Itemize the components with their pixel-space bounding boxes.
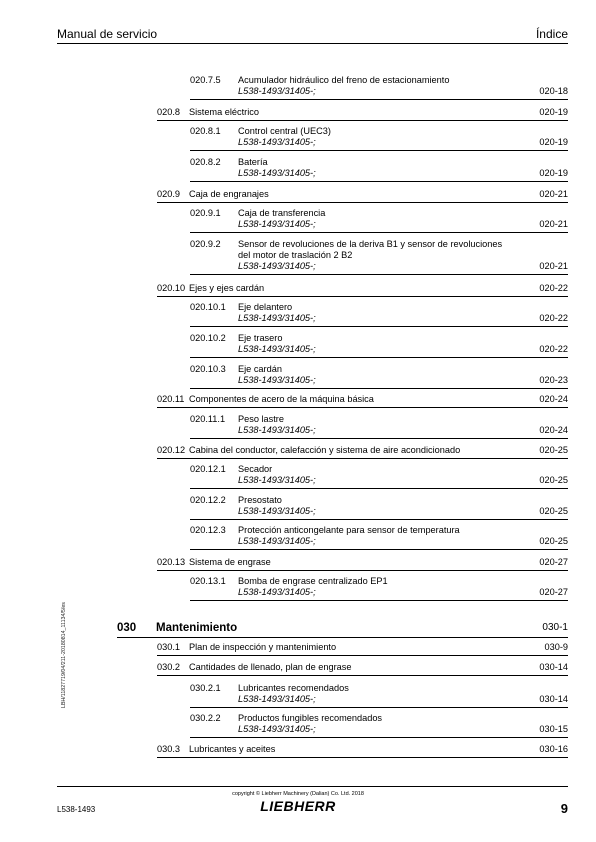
toc-title-line: Componentes de acero de la máquina básica (189, 394, 374, 404)
footer-divider (57, 786, 568, 787)
toc-title-line: Sistema de engrase (189, 557, 271, 567)
toc-page-number: 030-15 (539, 724, 568, 734)
toc-title-line: Peso lastre (238, 414, 284, 424)
toc-number: 020.12 (157, 445, 186, 455)
toc-page-number: 020-24 (539, 394, 568, 404)
side-document-code: LBH/11827719/04/211-20180814_11134/5/es (61, 602, 67, 708)
toc-title-line: Productos fungibles recomendados (238, 713, 383, 723)
copyright-notice: copyright © Liebherr Machinery (Dalian) Co. Ltd. 2018 (232, 791, 364, 797)
toc-title (238, 683, 349, 705)
toc-title (238, 157, 316, 179)
toc-model-code: L538-1493/31405-; (238, 506, 316, 516)
toc-entry-020-10-2[interactable] (190, 333, 568, 359)
toc-rule (157, 120, 568, 121)
toc-rule (157, 675, 568, 676)
toc-entry-020-12-1[interactable] (190, 464, 568, 490)
toc-title-line: Bomba de engrase centralizado EP1 (238, 576, 388, 586)
toc-title (238, 302, 316, 324)
toc-model-code: L538-1493/31405-; (238, 168, 316, 178)
toc-entry-020-11-1[interactable] (190, 414, 568, 440)
toc-title-line: Lubricantes recomendados (238, 683, 349, 693)
toc-model-code: L538-1493/31405-; (238, 694, 316, 704)
toc-title-line: Sistema eléctrico (189, 107, 259, 117)
toc-model-code: L538-1493/31405-; (238, 137, 316, 147)
toc-page-number: 020-21 (539, 189, 568, 199)
toc-title-line: Secador (238, 464, 273, 474)
svg-text:LIEBHERR: LIEBHERR (260, 799, 336, 813)
toc-title-line: Lubricantes y aceites (189, 744, 276, 754)
toc-rule (157, 296, 568, 297)
toc-model-code: L538-1493/31405-; (238, 219, 316, 229)
toc-number: 020.11.1 (190, 414, 226, 424)
toc-title-line: Eje trasero (238, 333, 283, 343)
toc-rule (190, 326, 568, 327)
toc-rule (190, 357, 568, 358)
toc-page-number: 020-18 (539, 86, 568, 96)
toc-number: 020.13.1 (190, 576, 226, 586)
toc-entry-030-2-1[interactable] (190, 683, 568, 709)
toc-title (238, 713, 382, 735)
toc-title (189, 642, 336, 653)
toc-page-number: 020-22 (539, 344, 568, 354)
toc-title (238, 333, 316, 355)
toc-entry-020-9-2[interactable] (190, 239, 568, 276)
toc-title (238, 126, 331, 148)
toc-title (189, 283, 264, 294)
toc-page-number: 020-22 (539, 313, 568, 323)
toc-model-code: L538-1493/31405-; (238, 587, 316, 597)
toc-title (238, 239, 502, 272)
toc-title-line: Caja de engranajes (189, 189, 269, 199)
toc-entry-030-1[interactable] (157, 642, 568, 657)
toc-number: 020.8.1 (190, 126, 221, 136)
toc-page-number: 020-25 (539, 506, 568, 516)
toc-page-number: 020-19 (539, 137, 568, 147)
toc-model-code: L538-1493/31405-; (238, 536, 316, 546)
toc-title-line: Batería (238, 157, 268, 167)
toc-entry-020-8-2[interactable] (190, 157, 568, 183)
toc-page-number: 030-16 (539, 744, 568, 754)
toc-title-line: Acumulador hidráulico del freno de estacionamiento (238, 75, 450, 85)
toc-title-line: Ejes y ejes cardán (189, 283, 265, 293)
toc-entry-020-12[interactable] (157, 445, 568, 460)
toc-number: 030.2.2 (190, 713, 221, 723)
page-number: 9 (560, 801, 568, 816)
toc-page-number: 020-21 (539, 219, 568, 229)
toc-title (238, 414, 316, 436)
toc-title (189, 557, 271, 568)
toc-number: 030.2.1 (190, 683, 221, 693)
toc-title-line: Control central (UEC3) (238, 126, 331, 136)
toc-rule (157, 202, 568, 203)
toc-entry-030-2-2[interactable] (190, 713, 568, 739)
toc-number: 020.10.1 (190, 302, 226, 312)
toc-title-line: Plan de inspección y mantenimiento (189, 642, 337, 652)
toc-page-number: 020-21 (539, 261, 568, 271)
toc-number: 020.11 (157, 394, 185, 404)
toc-number: 020.9 (157, 189, 180, 199)
footer-document-code: L538-1493 (57, 805, 96, 814)
toc-entry-020-10-1[interactable] (190, 302, 568, 328)
toc-model-code: L538-1493/31405-; (238, 724, 316, 734)
toc-rule (190, 519, 568, 520)
toc-title (238, 464, 316, 486)
toc-title-line: Cabina del conductor, calefacción y sistema de aire acondicionado (189, 445, 461, 455)
toc-page-number: 020-24 (539, 425, 568, 435)
toc-rule (157, 407, 568, 408)
toc-title-line: Sensor de revoluciones de la deriva B1 y sensor de revoluciones (238, 239, 503, 249)
toc-entry-030-3[interactable] (157, 744, 568, 759)
toc-entry-020-9[interactable] (157, 189, 568, 204)
header-manual-title: Manual de servicio (57, 27, 158, 41)
toc-title (238, 576, 388, 598)
toc-number: 030.3 (157, 744, 180, 754)
toc-rule (157, 655, 568, 656)
toc-rule (190, 150, 568, 151)
toc-number: 020.12.3 (190, 525, 226, 535)
toc-number: 020.8 (157, 107, 180, 117)
toc-page-number: 030-14 (539, 694, 568, 704)
toc-rule (190, 488, 568, 489)
toc-rule (190, 549, 568, 550)
toc-title (189, 189, 269, 200)
toc-page-number: 030-1 (542, 622, 568, 633)
toc-page-number: 020-27 (539, 587, 568, 597)
toc-model-code: L538-1493/31405-; (238, 375, 316, 385)
toc-title (189, 394, 374, 405)
toc-rule (157, 757, 568, 758)
toc-entry-020-10[interactable] (157, 283, 568, 298)
toc-title-line: Presostato (238, 495, 282, 505)
toc-title (156, 622, 237, 635)
toc-entry-020-12-2[interactable] (190, 495, 568, 521)
toc-rule (190, 600, 568, 601)
toc-rule (157, 458, 568, 459)
toc-rule (157, 570, 568, 571)
toc-entry-020-8-1[interactable] (190, 126, 568, 152)
toc-number: 030.2 (157, 662, 180, 672)
toc-page-number: 020-25 (539, 536, 568, 546)
toc-number: 020.9.2 (190, 239, 221, 249)
toc-title-line: Cantidades de llenado, plan de engrase (189, 662, 352, 672)
toc-model-code: L538-1493/31405-; (238, 313, 316, 323)
toc-number: 020.10 (157, 283, 186, 293)
toc-title-line: Mantenimiento (156, 622, 238, 634)
toc-title (189, 107, 259, 118)
toc-title (238, 495, 316, 517)
toc-rule (190, 438, 568, 439)
toc-title (238, 75, 449, 97)
toc-title-line: Eje delantero (238, 302, 293, 312)
toc-number: 020.13 (157, 557, 186, 567)
toc-rule (190, 737, 568, 738)
toc-entry-030-2[interactable] (157, 662, 568, 677)
toc-number: 020.7.5 (190, 75, 221, 85)
toc-entry-020-10-3[interactable] (190, 364, 568, 390)
toc-title-line-2: del motor de traslación 2 B2 (238, 250, 353, 260)
toc-page-number: 030-14 (539, 662, 568, 672)
toc-rule (190, 232, 568, 233)
toc-rule (190, 707, 568, 708)
toc-number: 020.10.3 (190, 364, 226, 374)
toc-page-number: 020-23 (539, 375, 568, 385)
toc-number: 020.12.1 (190, 464, 226, 474)
toc-page-number: 020-25 (539, 445, 568, 455)
toc-rule (117, 637, 568, 638)
toc-page-number: 030-9 (544, 642, 568, 652)
toc-title-line: Caja de transferencia (238, 208, 326, 218)
toc-entry-020-13-1[interactable] (190, 576, 568, 602)
toc-entry-020-7-5[interactable] (190, 75, 568, 101)
toc-entry-020-8[interactable] (157, 107, 568, 122)
toc-title (238, 525, 460, 547)
toc-title-line: Protección anticongelante para sensor de temperatura (238, 525, 460, 535)
toc-rule (190, 99, 568, 100)
toc-entry-020-11[interactable] (157, 394, 568, 409)
toc-page-number: 020-19 (539, 168, 568, 178)
toc-entry-020-12-3[interactable] (190, 525, 568, 551)
toc-page-number: 020-25 (539, 475, 568, 485)
toc-rule (190, 274, 568, 275)
toc-number: 020.8.2 (190, 157, 221, 167)
toc-entry-030[interactable] (117, 622, 568, 639)
toc-model-code: L538-1493/31405-; (238, 425, 316, 435)
toc-model-code: L538-1493/31405-; (238, 86, 316, 96)
toc-number: 030 (117, 622, 137, 634)
toc-page-number: 020-19 (539, 107, 568, 117)
toc-entry-020-13[interactable] (157, 557, 568, 572)
toc-title (189, 662, 351, 673)
toc-title (189, 744, 275, 755)
toc-number: 020.12.2 (190, 495, 226, 505)
toc-title-line: Eje cardán (238, 364, 282, 374)
toc-title (238, 208, 325, 230)
toc-rule (190, 181, 568, 182)
toc-number: 020.10.2 (190, 333, 226, 343)
toc-model-code: L538-1493/31405-; (238, 475, 316, 485)
toc-number: 020.9.1 (190, 208, 221, 218)
toc-title (238, 364, 316, 386)
toc-rule (190, 388, 568, 389)
toc-title (189, 445, 460, 456)
toc-page-number: 020-22 (539, 283, 568, 293)
toc-entry-020-9-1[interactable] (190, 208, 568, 234)
toc-page-number: 020-27 (539, 557, 568, 567)
toc-model-code: L538-1493/31405-; (238, 261, 316, 271)
toc-model-code: L538-1493/31405-; (238, 344, 316, 354)
header-section-title: Índice (535, 27, 568, 41)
toc-number: 030.1 (157, 642, 180, 652)
